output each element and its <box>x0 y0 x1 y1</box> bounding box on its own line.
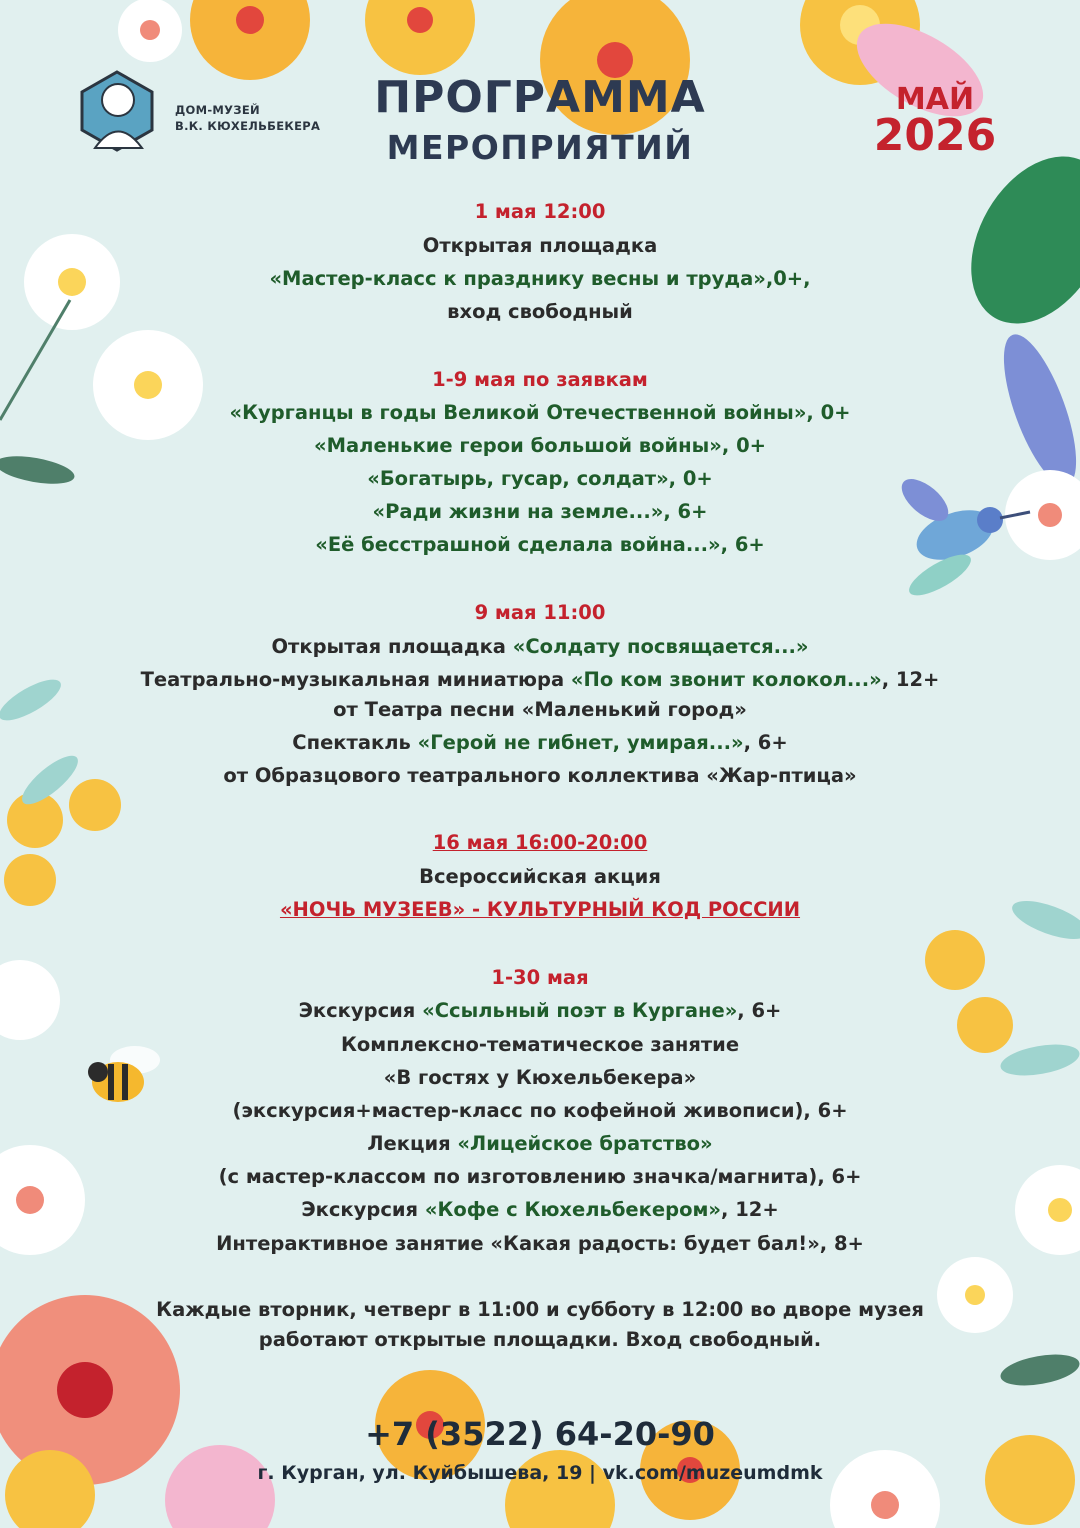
event-line: Всероссийская акция <box>419 865 661 888</box>
event-line: Комплексно-тематическое занятие <box>340 1033 740 1056</box>
event-line: Интерактивное занятие «Какая радость: будет бал!», 8+ <box>216 1232 864 1255</box>
event-line <box>0 635 1080 658</box>
event-text: Лекция <box>367 1132 458 1155</box>
event-line: (с мастер-классом по изготовлению значка/магнита), 6+ <box>218 1165 862 1188</box>
logo-line-2: В.К. КЮХЕЛЬБЕКЕРА <box>175 119 321 133</box>
event-title: «По ком звонит колокол...» <box>570 668 882 691</box>
footer-note: Каждые вторник, четверг в 11:00 и субботу в 12:00 во дворе музея <box>156 1298 924 1321</box>
event-date: 9 мая 11:00 <box>474 601 606 624</box>
year-label: 2026 <box>873 110 997 161</box>
event-text: Спектакль <box>292 731 418 754</box>
event-title: «Лицейское братство» <box>457 1132 713 1155</box>
event-line: «Маленькие герои большой войны», 0+ <box>314 434 766 457</box>
event-line <box>0 1198 1080 1221</box>
page-title: ПРОГРАММА <box>374 72 706 123</box>
event-text: Экскурсия <box>301 1198 425 1221</box>
address: г. Курган, ул. Куйбышева, 19 | vk.com/muzeumdmk <box>257 1462 823 1484</box>
event-text: , 6+ <box>737 999 782 1022</box>
event-date: 1-30 мая <box>491 966 589 989</box>
event-title: «Герой не гибнет, умирая...» <box>417 731 744 754</box>
event-title: «Солдату посвящается...» <box>512 635 809 658</box>
event-line: от Театра песни «Маленький город» <box>333 698 747 721</box>
event-line: вход свободный <box>447 300 633 323</box>
event-text: Театрально-музыкальная миниатюра <box>140 668 571 691</box>
event-line <box>0 731 1080 754</box>
event-text: , 6+ <box>743 731 788 754</box>
event-line <box>0 1132 1080 1155</box>
event-date: 16 мая 16:00-20:00 <box>432 831 648 854</box>
event-line: «Курганцы в годы Великой Отечественной войны», 0+ <box>229 401 851 424</box>
event-text: , 12+ <box>881 668 940 691</box>
event-text: , 12+ <box>721 1198 779 1221</box>
event-line: (экскурсия+мастер-класс по кофейной живописи), 6+ <box>232 1099 848 1122</box>
event-line: «В гостях у Кюхельбекера» <box>383 1066 697 1089</box>
phone-number: +7 (3522) 64-20-90 <box>365 1415 715 1453</box>
event-line: Открытая площадка <box>422 234 658 257</box>
event-line: «Ради жизни на земле...», 6+ <box>372 500 708 523</box>
event-line: «Мастер-класс к празднику весны и труда»,0+, <box>269 267 811 290</box>
event-line: «НОЧЬ МУЗЕЕВ» - КУЛЬТУРНЫЙ КОД РОССИИ <box>279 898 801 921</box>
event-line: от Образцового театрального коллектива «Жар-птица» <box>223 764 857 787</box>
event-line: «Её бесстрашной сделала война...», 6+ <box>315 533 765 556</box>
event-text: Открытая площадка <box>271 635 513 658</box>
event-line: «Богатырь, гусар, солдат», 0+ <box>367 467 713 490</box>
logo-line-1: ДОМ-МУЗЕЙ <box>175 103 260 117</box>
month-label: МАЙ <box>895 82 975 117</box>
event-date: 1 мая 12:00 <box>474 200 606 223</box>
event-title: «Кофе с Кюхельбекером» <box>424 1198 722 1221</box>
page-subtitle: МЕРОПРИЯТИЙ <box>386 128 694 167</box>
event-line <box>0 668 1080 691</box>
event-date: 1-9 мая по заявкам <box>432 368 648 391</box>
event-line <box>0 999 1080 1022</box>
footer-note: работают открытые площадки. Вход свободный. <box>258 1328 822 1351</box>
event-title: «Ссыльный поэт в Кургане» <box>422 999 738 1022</box>
event-text: Экскурсия <box>298 999 423 1022</box>
